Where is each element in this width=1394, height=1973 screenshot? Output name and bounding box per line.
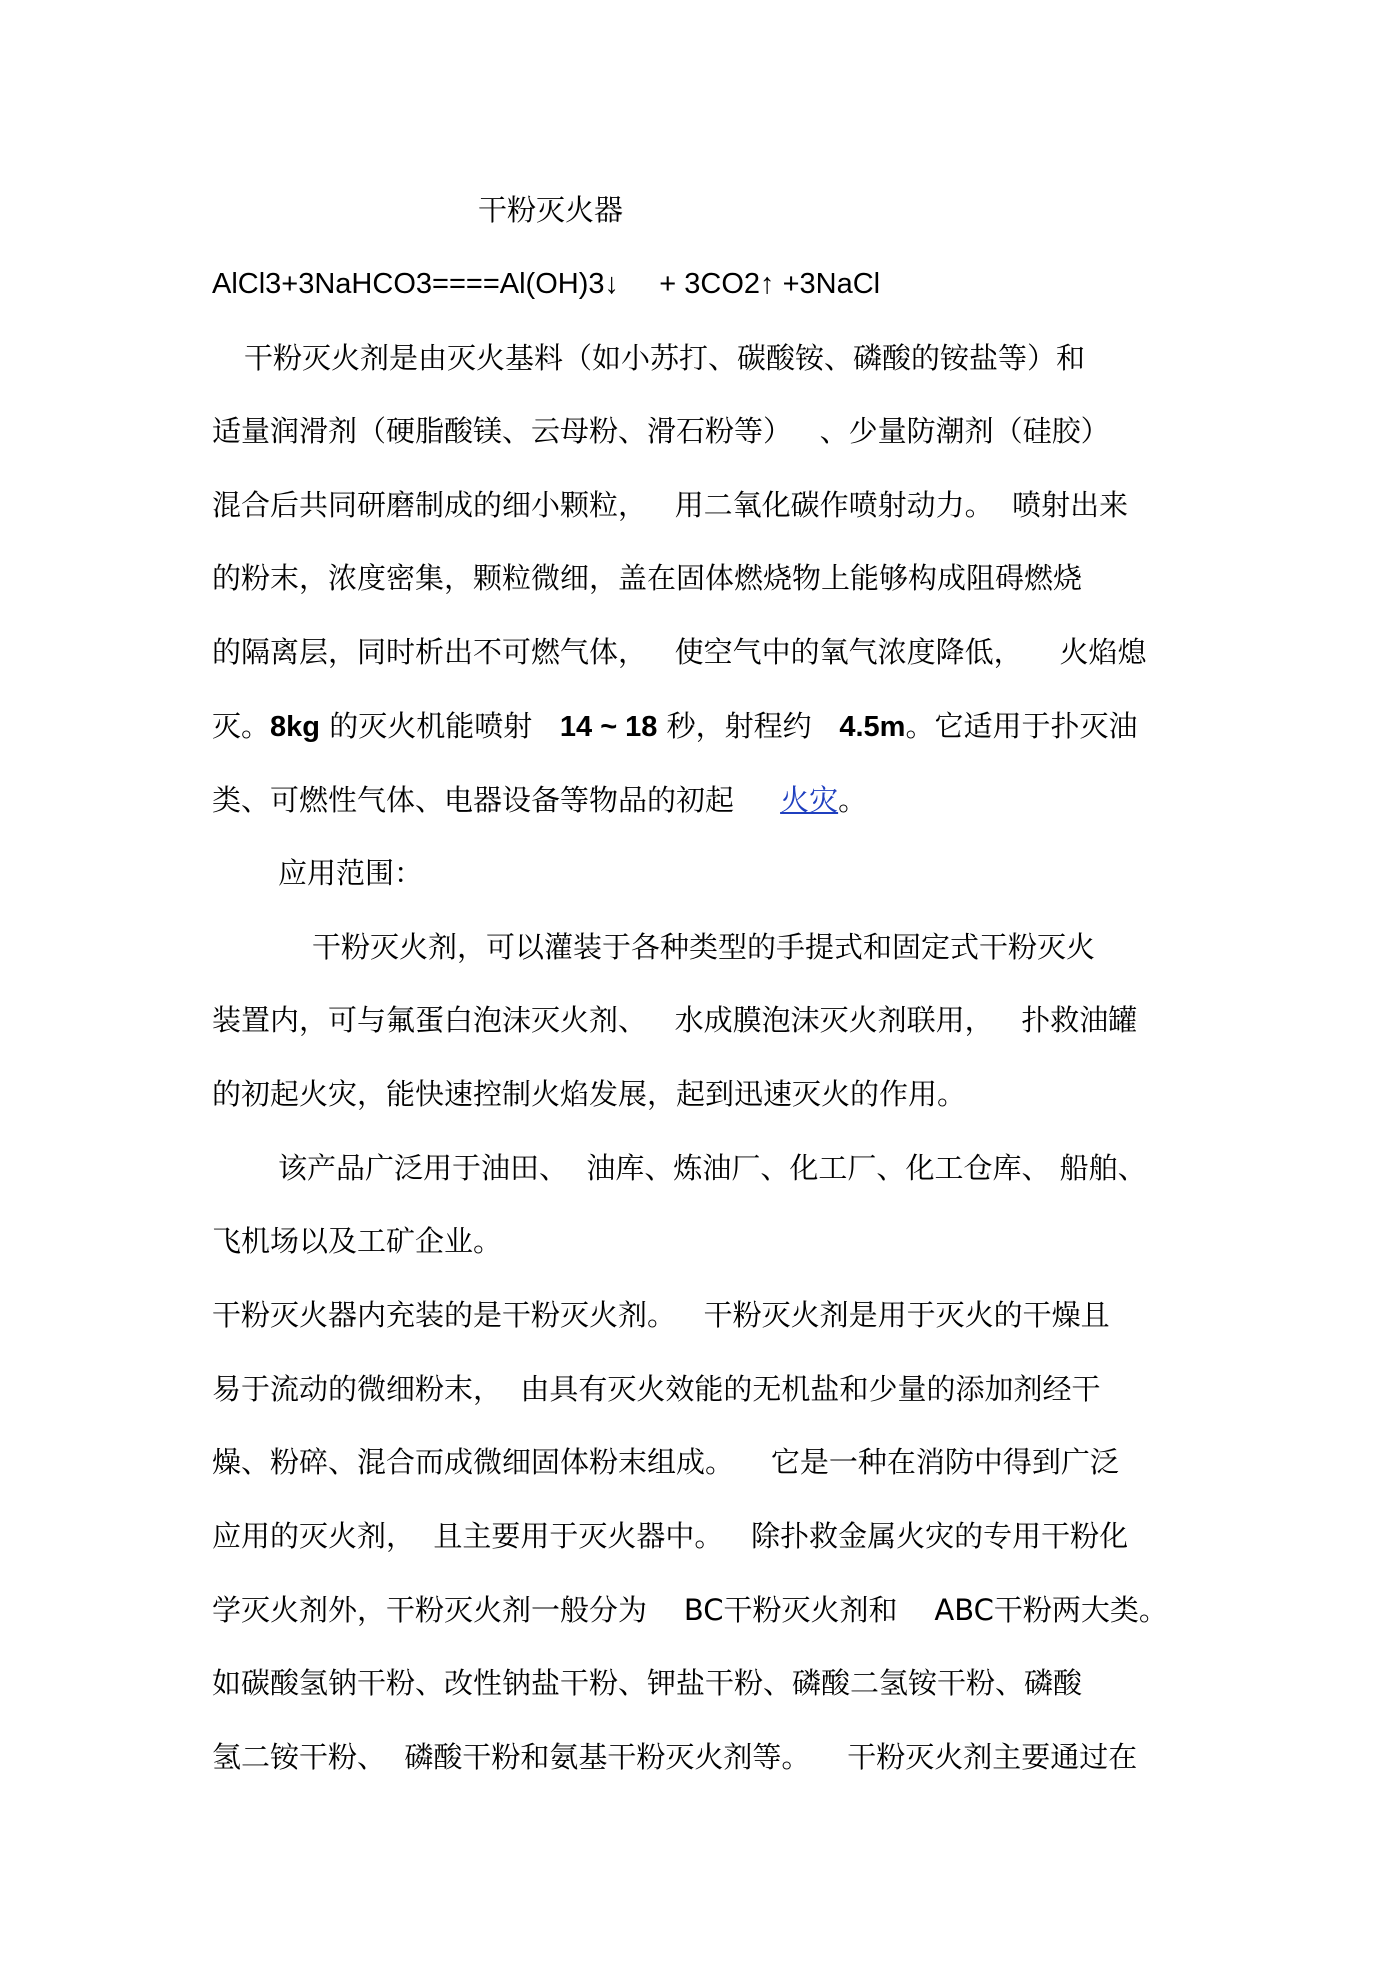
section-heading: 应用范围： xyxy=(278,856,424,890)
text-run: 。 xyxy=(838,783,868,817)
paragraph-line: 混合后共同研磨制成的细小颗粒， 用二氧化碳作喷射动力。 喷射出来 xyxy=(212,488,1129,522)
text-run: 灭。 xyxy=(212,709,271,743)
text-run: 的灭火机能喷射 xyxy=(320,709,560,743)
paragraph-line: 氢二铵干粉、 磷酸干粉和氨基干粉灭火剂等。 干粉灭火剂主要通过在 xyxy=(212,1740,1138,1774)
paragraph-line: 飞机场以及工矿企业。 xyxy=(212,1224,503,1258)
paragraph-line: 适量润滑剂（硬脂酸镁、云母粉、滑石粉等） 、少量防潮剂（硅胶） xyxy=(212,414,1110,448)
bold-value: 4.5m xyxy=(839,711,906,743)
paragraph-line: 学灭火剂外，干粉灭火剂一般分为 BC干粉灭火剂和 ABC干粉两大类。 xyxy=(212,1593,1168,1627)
paragraph-line: 易于流动的微细粉末， 由具有灭火效能的无机盐和少量的添加剂经干 xyxy=(212,1372,1101,1406)
doc-title: 干粉灭火器 xyxy=(478,193,624,227)
bold-value: 14 ~ 18 xyxy=(559,711,658,743)
paragraph-line: 该产品广泛用于油田、 油库、炼油厂、化工厂、化工仓库、 船舶、 xyxy=(278,1151,1147,1185)
fire-link[interactable]: 火灾 xyxy=(780,783,839,817)
paragraph-line: 应用的灭火剂， 且主要用于灭火器中。 除扑救金属火灾的专用干粉化 xyxy=(212,1519,1129,1553)
paragraph-line: 的粉末，浓度密集，颗粒微细，盖在固体燃烧物上能够构成阻碍燃烧 xyxy=(212,561,1083,595)
paragraph-line: 干粉灭火器内充装的是干粉灭火剂。 干粉灭火剂是用于灭火的干燥且 xyxy=(212,1298,1110,1332)
paragraph-line xyxy=(212,780,867,820)
text-run: 类、可燃性气体、电器设备等物品的初起 xyxy=(212,783,781,817)
paragraph-line: 装置内，可与氟蛋白泡沫灭火剂、 水成膜泡沫灭火剂联用， 扑救油罐 xyxy=(212,1003,1138,1037)
bold-value: 8kg xyxy=(270,711,320,743)
paragraph-line: 燥、粉碎、混合而成微细固体粉末组成。 它是一种在消防中得到广泛 xyxy=(212,1445,1119,1479)
paragraph-line: 的隔离层，同时析出不可燃气体， 使空气中的氧气浓度降低， 火焰熄 xyxy=(212,635,1147,669)
paragraph-line: 如碳酸氢钠干粉、改性钠盐干粉、钾盐干粉、磷酸二氢铵干粉、磷酸 xyxy=(212,1666,1083,1700)
text-run: 。它适用于扑灭油 xyxy=(905,709,1138,743)
paragraph-line xyxy=(212,706,1137,746)
text-run: 秒，射程约 xyxy=(657,709,840,743)
paragraph-line: 干粉灭火剂，可以灌装于各种类型的手提式和固定式干粉灭火 xyxy=(312,930,1096,964)
paragraph-line: 的初起火灾，能快速控制火焰发展，起到迅速灭火的作用。 xyxy=(212,1077,967,1111)
paragraph-line: 干粉灭火剂是由灭火基料（如小苏打、碳酸铵、磷酸的铵盐等）和 xyxy=(244,341,1086,375)
chemical-formula: AlCl3+3NaHCO3====Al(OH)3↓ + 3CO2↑ +3NaCl xyxy=(212,268,881,300)
